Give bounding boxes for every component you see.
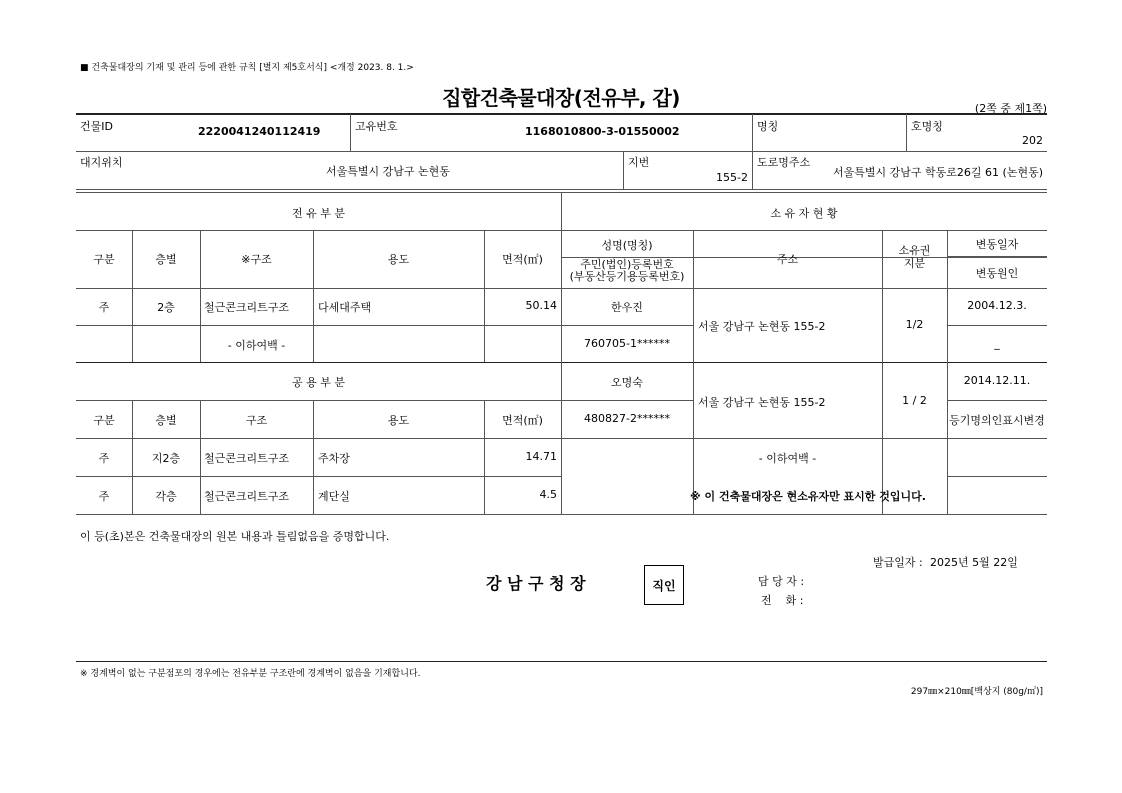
table-vline <box>693 230 694 514</box>
exclusive-row-kind: 주 <box>98 301 110 314</box>
info-divider <box>76 151 1047 152</box>
owners-header-regno-1: 주민(법인)등록번호 <box>580 258 674 271</box>
building-id-value: 2220041240112419 <box>198 125 321 138</box>
info-vline <box>906 114 907 151</box>
building-name-label: 명칭 <box>757 120 779 133</box>
owner-reg-no: 480827-2****** <box>584 412 670 425</box>
owners-header-share-2: 지분 <box>903 257 926 270</box>
exclusive-row-use: 다세대주택 <box>318 301 372 314</box>
footer-divider <box>76 661 1047 662</box>
paper-spec: 297㎜×210㎜[백상지 (80g/㎡)] <box>910 687 1043 697</box>
info-bottom-border <box>76 189 1047 190</box>
footer-note: ※ 경계벽이 없는 구분점포의 경우에는 전유부분 구조란에 경계벽이 없음을 기재합니다. <box>80 669 421 679</box>
site-label: 대지위치 <box>80 156 123 169</box>
site-value: 서울특별시 강남구 논현동 <box>326 165 450 178</box>
exclusive-row-floor: 2층 <box>157 301 175 314</box>
common-header-kind: 구분 <box>93 414 115 427</box>
owners-section-title: 소 유 자 현 황 <box>770 207 838 220</box>
common-row-use: 계단실 <box>318 490 350 503</box>
owners-header-change-date: 변동일자 <box>975 238 1019 251</box>
unique-no-label: 고유번호 <box>355 120 398 133</box>
info-vline <box>350 114 351 151</box>
owners-header-name: 성명(명칭) <box>601 239 653 252</box>
exclusive-header-use: 용도 <box>387 253 410 266</box>
common-row-floor: 지2층 <box>151 452 181 465</box>
common-row-kind: 주 <box>98 490 110 503</box>
common-header-floor: 층별 <box>155 414 177 427</box>
common-row-area: 14.71 <box>525 450 557 463</box>
road-address-value: 서울특별시 강남구 학동로26길 61 (논현동) <box>833 166 1043 179</box>
exclusive-header-area: 면적(㎡) <box>502 253 543 266</box>
info-vline <box>623 152 624 189</box>
common-header-structure: 구조 <box>245 414 268 427</box>
info-top-border <box>76 113 1047 115</box>
certification-statement: 이 등(초)본은 건축물대장의 원본 내용과 틀림없음을 증명합니다. <box>80 530 390 543</box>
road-address-label: 도로명주소 <box>757 156 811 169</box>
exclusive-header-floor: 층별 <box>155 253 177 266</box>
regulation-note: ■ 건축물대장의 기재 및 관리 등에 관한 규칙 [별지 제5호서식] <개정 2023. 8. 1.> <box>80 63 414 73</box>
common-row-area: 4.5 <box>539 488 557 501</box>
owner-change-date: 2004.12.3. <box>967 299 1027 312</box>
exclusive-row-structure: 철근콘크리트구조 <box>204 301 290 314</box>
owner-share: 1 / 2 <box>902 394 927 407</box>
owner-reg-no: 760705-1****** <box>584 337 670 350</box>
exclusive-header-kind: 구분 <box>93 253 115 266</box>
table-hline <box>947 400 1047 401</box>
common-row-use: 주차장 <box>318 452 350 465</box>
common-row-structure: 철근콘크리트구조 <box>204 490 290 503</box>
table-hline <box>76 476 562 477</box>
issuer-name: 강 남 구 청 장 <box>486 574 586 593</box>
owner-name: 오명숙 <box>611 376 643 389</box>
lot-value: 155-2 <box>716 171 748 184</box>
table-hline <box>947 256 1047 257</box>
common-row-structure: 철근콘크리트구조 <box>204 452 290 465</box>
owner-change-reason: _ <box>994 337 1000 350</box>
page-info: (2쪽 중 제1쪽) <box>974 102 1047 115</box>
building-id-label: 건물ID <box>80 120 113 133</box>
owners-header-change-reason: 변동원인 <box>975 267 1019 280</box>
table-hline <box>947 325 1047 326</box>
unique-no-value: 1168010800-3-01550002 <box>525 125 680 138</box>
common-header-area: 면적(㎡) <box>502 414 543 427</box>
owner-address: 서울 강남구 논현동 155-2 <box>698 396 826 409</box>
common-row-kind: 주 <box>98 452 110 465</box>
table-hline <box>76 514 1047 515</box>
current-owner-note: ※ 이 건축물대장은 현소유자만 표시한 것입니다. <box>690 490 926 503</box>
owner-name: 한우진 <box>611 301 643 314</box>
exclusive-section-title: 전 유 부 분 <box>292 207 345 220</box>
lot-label: 지번 <box>628 156 650 169</box>
exclusive-blank-note: - 이하여백 - <box>227 339 286 352</box>
exclusive-row-area: 50.14 <box>525 299 557 312</box>
common-header-use: 용도 <box>387 414 410 427</box>
info-vline <box>752 114 753 189</box>
owners-blank-note: - 이하여백 - <box>758 452 817 465</box>
unit-name-value: 202 <box>1022 134 1043 147</box>
phone-label: 전 화 : <box>761 594 804 607</box>
owners-header-share-1: 소유권 <box>898 244 931 257</box>
table-hline <box>76 325 693 326</box>
owner-change-date: 2014.12.11. <box>963 374 1031 387</box>
owner-share: 1/2 <box>905 318 924 331</box>
common-section-title: 공 용 부 분 <box>292 376 345 389</box>
table-vline <box>882 230 883 514</box>
owners-header-address: 주소 <box>776 253 799 266</box>
page-title: 집합건축물대장(전유부, 갑) <box>442 86 680 110</box>
table-vline <box>484 230 485 362</box>
table-vline <box>313 230 314 362</box>
owners-header-regno-2: (부동산등기용등록번호) <box>569 270 685 283</box>
exclusive-header-structure: ※구조 <box>241 253 272 266</box>
owner-change-reason: 등기명의인표시변경 <box>949 414 1045 427</box>
official-seal: 직인 <box>644 565 684 605</box>
person-in-charge-label: 담 당 자 : <box>758 575 805 588</box>
table-vline <box>132 230 133 362</box>
table-hline <box>947 476 1047 477</box>
table-hline <box>76 400 693 401</box>
owner-address: 서울 강남구 논현동 155-2 <box>698 320 826 333</box>
issue-date: 2025년 5월 22일 <box>930 556 1018 569</box>
issue-date-label: 발급일자 : <box>873 556 923 569</box>
unit-name-label: 호명칭 <box>911 120 943 133</box>
common-row-floor: 각층 <box>155 490 177 503</box>
